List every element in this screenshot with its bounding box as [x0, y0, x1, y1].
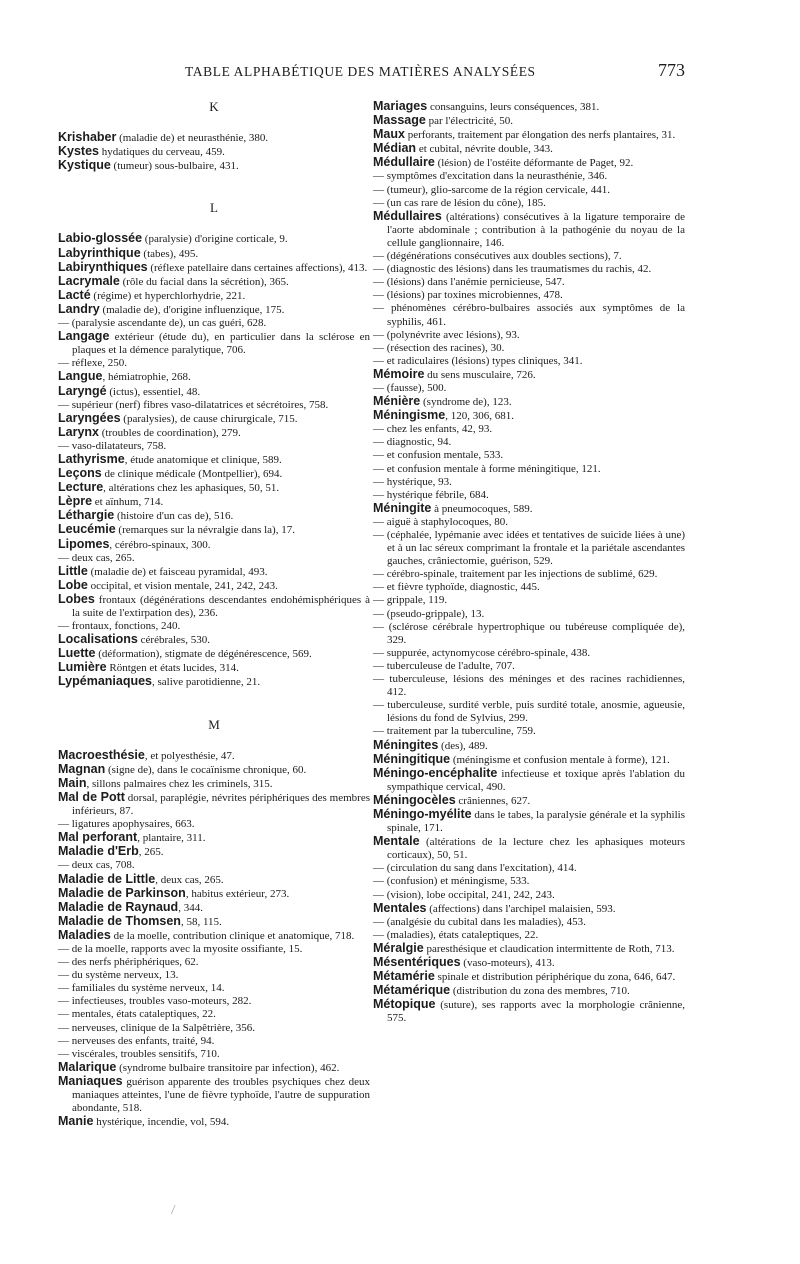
entry-text: — tuberculeuse de l'adulte, 707. [373, 659, 515, 672]
index-entry [373, 250, 685, 263]
section-m-continued-entries [373, 100, 685, 1025]
entry-headword: Lumière [58, 660, 107, 675]
section-letter-l: L [210, 200, 218, 216]
section-letter-m: M [208, 716, 220, 732]
index-entry [373, 835, 685, 862]
entry-text: (méningisme et confusion mentale à forme), 121. [450, 753, 670, 766]
index-entry [58, 159, 370, 173]
entry-text: crâniennes, 627. [455, 794, 531, 807]
entry-text: — (vision), lobe occipital, 241, 242, 243. [373, 888, 555, 901]
entry-headword: Maniaques [58, 1073, 123, 1088]
entry-text: — tuberculeuse, lésions des méninges et des racines rachidiennes, 412. [373, 673, 685, 699]
entry-headword: Lacté [58, 287, 91, 302]
entry-headword: Méningite [373, 500, 432, 515]
entry-headword: Localisations [58, 632, 138, 647]
entry-text: — (maladies), états cataleptiques, 22. [373, 928, 539, 941]
entry-headword: Maux [373, 127, 405, 142]
entry-text: de clinique médicale (Montpellier), 694. [101, 468, 283, 481]
index-entry [373, 529, 685, 568]
index-entry [373, 263, 685, 276]
index-entry [373, 210, 685, 250]
index-entry [373, 581, 685, 594]
index-entry [373, 902, 685, 916]
index-entry [58, 370, 370, 384]
entry-headword: Lèpre [58, 494, 93, 509]
entry-headword: Langage [58, 329, 110, 344]
left-column [58, 100, 370, 1129]
index-entry [373, 395, 685, 409]
entry-text: (distribution du zona des membres, 710. [450, 985, 630, 998]
entry-text: cérébrales, 530. [137, 634, 210, 647]
index-entry [58, 831, 370, 845]
index-entry [373, 699, 685, 725]
entry-headword: Mentales [373, 900, 427, 915]
index-entry [58, 1035, 370, 1048]
index-entry [58, 261, 370, 275]
entry-text: — (lésions) par toxines microbiennes, 478. [373, 289, 563, 302]
index-entry [58, 412, 370, 426]
entry-text: — cérébro-spinale, traitement par les injections de sublimé, 629. [373, 568, 658, 581]
entry-headword: Mal de Pott [58, 789, 125, 804]
index-entry [58, 633, 370, 647]
entry-headword: Médian [373, 141, 417, 156]
entry-text: — (lésions) dans l'anémie pernicieuse, 547. [373, 276, 565, 289]
entry-text: infectieuse et toxique après l'ablation du sympathique cervical, 490. [387, 767, 685, 793]
index-entry [58, 467, 370, 481]
entry-text: et aïnhum, 714. [92, 496, 164, 509]
entry-text: , 120, 306, 681. [445, 410, 514, 423]
entry-headword: Métopique [373, 997, 436, 1012]
index-entry [373, 862, 685, 875]
index-entry [58, 1008, 370, 1021]
index-entry [58, 956, 370, 969]
entry-text: — hystérique, 93. [373, 475, 452, 488]
entry-text: — deux cas, 708. [58, 859, 135, 872]
entry-text: — (circulation du sang dans l'excitation), 414. [373, 862, 577, 875]
entry-text: du sens musculaire, 726. [424, 368, 536, 381]
entry-headword: Médullaire [373, 155, 435, 170]
entry-text: — nerveuses, clinique de la Salpêtrière, 356. [58, 1021, 256, 1034]
entry-text: — (tumeur), glio-sarcome de la région cervicale, 441. [373, 183, 611, 196]
index-entry [58, 145, 370, 159]
entry-text: — (confusion) et méningisme, 533. [373, 875, 530, 888]
entry-text: — (diagnostic des lésions) dans les traumatismes du rachis, 42. [373, 263, 652, 276]
index-entry [58, 593, 370, 620]
index-entry [58, 1075, 370, 1115]
entry-headword: Luette [58, 646, 96, 661]
entry-headword: Méningocèles [373, 792, 456, 807]
entry-headword: Labirynthiques [58, 259, 148, 274]
entry-text: (signe de), dans le cocaïnisme chronique, 60. [105, 763, 307, 776]
entry-headword: Laryngées [58, 410, 121, 425]
entry-text: — (sclérose cérébrale hypertrophique ou tubéreuse compliquée de), 329. [373, 620, 685, 646]
entry-headword: Labio-glossée [58, 231, 143, 246]
entry-text: — et confusion mentale, 533. [373, 449, 504, 462]
entry-text: (lésion) de l'ostéite déformante de Paget, 92. [434, 157, 634, 170]
entry-text: — deux cas, 265. [58, 551, 135, 564]
index-entry [58, 330, 370, 357]
index-entry [373, 128, 685, 142]
index-entry [58, 495, 370, 509]
entry-headword: Méningites [373, 737, 439, 752]
entry-text: par l'électricité, 50. [425, 115, 514, 128]
index-entry [373, 875, 685, 888]
index-entry [373, 170, 685, 183]
index-entry [58, 357, 370, 370]
entry-headword: Main [58, 775, 87, 790]
section-l-entries [58, 232, 370, 689]
entry-text: — (fausse), 500. [373, 381, 447, 394]
entry-text: — mentales, états cataleptiques, 22. [58, 1008, 216, 1021]
index-entry [373, 673, 685, 699]
index-entry [373, 594, 685, 607]
entry-text: — hystérique fébrile, 684. [373, 488, 489, 501]
entry-text: et cubital, névrite double, 343. [416, 143, 553, 156]
index-entry [373, 184, 685, 197]
running-title: TABLE ALPHABÉTIQUE DES MATIÈRES ANALYSÉES [185, 64, 536, 79]
index-entry [58, 873, 370, 887]
index-entry [373, 568, 685, 581]
entry-text: — (paralysie ascendante de), un cas guéri, 628. [58, 317, 267, 330]
entry-text: , deux cas, 265. [155, 873, 224, 886]
entry-text: , sillons palmaires chez les criminels, 315. [86, 777, 273, 790]
index-entry [373, 114, 685, 128]
entry-headword: Mentale [373, 834, 420, 849]
entry-text: , et polyesthésie, 47. [144, 749, 235, 762]
entry-text: (réflexe patellaire dans certaines affections), 413. [147, 261, 368, 274]
index-entry [58, 1061, 370, 1075]
index-entry [373, 342, 685, 355]
entry-headword: Massage [373, 113, 426, 128]
index-entry [373, 476, 685, 489]
entry-headword: Langue [58, 369, 103, 384]
entry-text: — supérieur (nerf) fibres vaso-dilatatrices et sécrétoires, 758. [58, 398, 329, 411]
index-entry [373, 156, 685, 170]
entry-text: , habitus extérieur, 273. [185, 887, 290, 900]
entry-headword: Leucémie [58, 522, 116, 537]
index-entry [373, 449, 685, 462]
entry-text: , plantaire, 311. [137, 832, 206, 845]
entry-headword: Lobe [58, 577, 88, 592]
scan-mark: ⟋ [168, 1204, 179, 1217]
index-entry [58, 995, 370, 1008]
entry-headword: Métamérique [373, 983, 451, 998]
entry-text: dorsal, paraplégie, névrites périphériques des membres inférieurs, 87. [72, 791, 371, 818]
index-entry [373, 998, 685, 1025]
index-entry [58, 538, 370, 552]
index-entry [58, 385, 370, 399]
entry-text: — et confusion mentale à forme méningitique, 121. [373, 462, 601, 475]
entry-text: consanguins, leurs conséquences, 381. [427, 101, 600, 113]
entry-headword: Méningisme [373, 408, 446, 423]
entry-headword: Maladies [58, 927, 111, 942]
entry-headword: Lypémaniaques [58, 674, 153, 689]
entry-text: (histoire d'un cas de), 516. [114, 510, 234, 523]
entry-text: — (céphalée, lypémanie avec idées et tentatives de suicide liées à une) et à un lac séreux comprimant la frontale et la pariétale ascendantes gauches, crâniectomie, guérison, 529. [373, 529, 685, 568]
index-entry [58, 579, 370, 593]
entry-headword: Magnan [58, 761, 106, 776]
entry-text: , hémiatrophie, 268. [102, 371, 191, 384]
entry-headword: Maladie de Thomsen [58, 913, 181, 928]
index-entry [58, 552, 370, 565]
index-entry [58, 453, 370, 467]
index-entry [58, 1115, 370, 1129]
entry-text: , 265. [138, 846, 164, 859]
entry-text: (ictus), essentiel, 48. [106, 385, 201, 398]
index-entry [373, 302, 685, 328]
entry-text: (tabes), 495. [140, 247, 199, 260]
index-entry [58, 887, 370, 901]
index-entry [58, 647, 370, 661]
entry-text: (paralysies), de cause chirurgicale, 715. [120, 412, 298, 425]
entry-text: (régime) et hyperchlorhydrie, 221. [90, 289, 246, 302]
entry-text: (remarques sur la névralgie dans la), 17. [115, 524, 295, 537]
index-entry [373, 463, 685, 476]
right-column [373, 100, 685, 1025]
index-entry [373, 100, 685, 114]
entry-text: — (polynévrite avec lésions), 93. [373, 328, 520, 341]
entry-headword: Macroesthésie [58, 747, 145, 762]
entry-text: (suture), ses rapports avec la morphologie crânienne, 575. [387, 999, 685, 1025]
entry-text: (des), 489. [438, 739, 488, 752]
entry-text: — du système nerveux, 13. [58, 969, 179, 982]
entry-text: guérison apparente des troubles psychiques chez deux maniaques atteintes, l'une de fièvre typhoïde, l'autre de suppuration abondante, 518. [72, 1075, 370, 1115]
entry-text: — vaso-dilatateurs, 758. [58, 439, 167, 452]
entry-text: — et radiculaires (lésions) types cliniques, 341. [373, 354, 583, 367]
entry-text: Röntgen et états lucides, 314. [106, 662, 239, 675]
entry-text: spinale et distribution périphérique du zona, 646, 647. [434, 971, 676, 984]
entry-text: — (analgésie du cubital dans les maladies), 453. [373, 915, 586, 928]
entry-text: hydatiques du cerveau, 459. [99, 146, 225, 159]
entry-text: , salive parotidienne, 21. [152, 676, 261, 689]
entry-text: , altérations chez les aphasiques, 50, 51. [103, 482, 280, 495]
index-entry [58, 303, 370, 317]
index-entry [373, 753, 685, 767]
entry-text: — chez les enfants, 42, 93. [373, 423, 493, 436]
index-entry [58, 943, 370, 956]
index-entry [58, 915, 370, 929]
entry-text: (maladie de) et faisceau pyramidal, 493. [87, 565, 268, 578]
entry-text: , cérébro-spinaux, 300. [109, 538, 211, 551]
entry-headword: Léthargie [58, 508, 115, 523]
entry-headword: Lipomes [58, 536, 110, 551]
entry-text: — viscérales, troubles sensitifs, 710. [58, 1047, 220, 1060]
entry-text: — (résection des racines), 30. [373, 341, 505, 354]
entry-headword: Méningo-encéphalite [373, 765, 498, 780]
entry-text: — phénomènes cérébro-bulbaires associés aux symptômes de la syphilis, 461. [373, 302, 685, 328]
entry-headword: Maladie de Raynaud [58, 899, 179, 914]
entry-headword: Lobes [58, 591, 95, 606]
index-entry [373, 368, 685, 382]
entry-text: perforants, traitement par élongation des nerfs plantaires, 31. [404, 129, 676, 142]
index-entry [58, 675, 370, 689]
entry-headword: Méningitique [373, 751, 451, 766]
index-entry [58, 982, 370, 995]
page-header [55, 62, 685, 82]
entry-text: , 58, 115. [180, 915, 222, 928]
index-entry [373, 436, 685, 449]
entry-text: à pneumocoques, 589. [431, 502, 533, 515]
entry-text: — frontaux, fonctions, 240. [58, 620, 181, 633]
index-entry [373, 794, 685, 808]
index-entry [58, 565, 370, 579]
entry-text: (affections) dans l'archipel malaisien, 593. [426, 902, 616, 915]
entry-headword: Kystes [58, 144, 99, 159]
entry-text: — (pseudo-grippale), 13. [373, 607, 485, 620]
entry-text: — (un cas rare de lésion du cône), 185. [373, 196, 546, 209]
entry-text: (tumeur) sous-bulbaire, 431. [110, 160, 239, 173]
entry-text: — grippale, 119. [373, 594, 448, 607]
entry-headword: Kystique [58, 158, 111, 173]
entry-text: (troubles de coordination), 279. [99, 426, 241, 439]
index-entry [58, 763, 370, 777]
entry-text: , étude anatomique et clinique, 589. [124, 453, 282, 466]
entry-text: — et fièvre typhoïde, diagnostic, 445. [373, 581, 540, 594]
entry-text: — ligatures apophysaires, 663. [58, 818, 195, 831]
entry-text: (maladie de) et neurasthénie, 380. [116, 132, 269, 145]
index-entry [373, 956, 685, 970]
entry-text: — (dégénérations consécutives aux doubles sections), 7. [373, 250, 622, 263]
entry-headword: Lathyrisme [58, 451, 125, 466]
index-entry [58, 901, 370, 915]
entry-headword: Krishaber [58, 130, 117, 145]
entry-headword: Larynx [58, 424, 99, 439]
entry-headword: Malarique [58, 1059, 117, 1074]
index-entry [58, 749, 370, 763]
index-entry [373, 142, 685, 156]
entry-text: — tuberculeuse, surdité verble, puis surdité totale, anosmie, agueusie, lésions du fond de Sylvius, 299. [373, 699, 685, 725]
index-entry [373, 660, 685, 673]
entry-text: — de la moelle, rapports avec la myosite ossifiante, 15. [58, 942, 303, 955]
index-entry [373, 329, 685, 342]
index-entry [373, 970, 685, 984]
entry-text: — réflexe, 250. [58, 357, 128, 370]
entry-text: dans le tabes, la paralysie générale et la syphilis spinale, 171. [387, 808, 685, 835]
entry-text: (altérations de la lecture chez les aphasiques moteurs corticaux), 50, 51. [387, 836, 685, 862]
index-entry [373, 276, 685, 289]
entry-headword: Manie [58, 1114, 94, 1129]
entry-text: — diagnostic, 94. [373, 436, 452, 449]
entry-headword: Maladie d'Erb [58, 844, 139, 859]
entry-headword: Médullaires [373, 208, 442, 223]
entry-text: — des nerfs phériphériques, 62. [58, 956, 199, 969]
index-entry [58, 791, 370, 818]
entry-headword: Little [58, 563, 88, 578]
entry-text: (syndrome de), 123. [420, 396, 512, 409]
index-entry [58, 929, 370, 943]
index-entry [58, 275, 370, 289]
entry-text: — nerveuses des enfants, traité, 94. [58, 1034, 215, 1047]
entry-text: — aiguë à staphylocoques, 80. [373, 515, 509, 528]
entry-text: , 344. [178, 901, 203, 914]
entry-headword: Mésentériques [373, 955, 461, 969]
entry-headword: Mariages [373, 99, 428, 113]
entry-text: paresthésique et claudication intermittente de Roth, 713. [423, 942, 675, 955]
index-entry [373, 621, 685, 647]
index-entry [58, 969, 370, 982]
index-entry [373, 739, 685, 753]
entry-headword: Leçons [58, 466, 102, 481]
entry-text: de la moelle, contribution clinique et anatomique, 718. [110, 929, 355, 942]
index-entry [373, 502, 685, 516]
index-entry [373, 516, 685, 529]
entry-headword: Métamérie [373, 969, 435, 984]
entry-headword: Maladie de Parkinson [58, 885, 186, 900]
index-entry [58, 1022, 370, 1035]
index-entry [58, 777, 370, 791]
index-entry [373, 289, 685, 302]
index-entry [373, 984, 685, 998]
entry-text: frontaux (dégénérations descendantes endohémisphériques à la suite de l'extirpation des), 236. [72, 593, 370, 619]
index-entry [373, 608, 685, 621]
entry-text: — suppurée, actynomycose cérébro-spinale, 438. [373, 646, 591, 659]
entry-text: — traitement par la tuberculine, 759. [373, 725, 536, 738]
index-entry [58, 509, 370, 523]
index-entry [373, 942, 685, 956]
page-number: 773 [658, 60, 685, 80]
index-entry [58, 426, 370, 440]
index-entry [58, 481, 370, 495]
entry-text: — familiales du système nerveux, 14. [58, 982, 225, 995]
entry-headword: Ménière [373, 394, 421, 409]
entry-text: (syndrome bulbaire transitoire par infection), 462. [116, 1061, 340, 1074]
index-entry [58, 661, 370, 675]
index-entry [373, 767, 685, 794]
entry-headword: Landry [58, 301, 100, 316]
index-entry [58, 232, 370, 246]
entry-text: (vaso-moteurs), 413. [460, 957, 555, 969]
entry-headword: Laryngé [58, 383, 107, 398]
section-letter-k: K [209, 99, 219, 114]
index-entry [373, 647, 685, 660]
index-entry [58, 247, 370, 261]
entry-headword: Mal perforant [58, 830, 138, 845]
entry-text: occipital, et vision mentale, 241, 242, 243. [87, 579, 278, 592]
index-entry [373, 808, 685, 835]
entry-text: (paralysie) d'origine corticale, 9. [142, 233, 288, 246]
entry-headword: Maladie de Little [58, 871, 156, 886]
index-entry [58, 523, 370, 537]
entry-text: (déformation), stigmate de dégénérescence, 569. [95, 648, 312, 661]
section-k-entries [58, 131, 370, 173]
entry-headword: Labyrinthique [58, 245, 141, 260]
entry-headword: Lacrymale [58, 273, 120, 288]
index-entry [373, 916, 685, 929]
entry-text: (altérations) consécutives à la ligature temporaire de l'aorte abdominale ; contribution à la pathogénie du noyau de la cellule ganglionnaire, 146. [387, 210, 685, 249]
section-m-entries [58, 749, 370, 1130]
entry-text: — symptômes d'excitation dans la neurasthénie, 346. [373, 170, 608, 183]
entry-headword: Lecture [58, 480, 104, 495]
index-entry [58, 131, 370, 145]
entry-text: (rôle du facial dans la sécrétion), 365. [119, 275, 289, 288]
entry-text: (maladie de), d'origine influenzique, 175. [99, 303, 285, 316]
index-entry [373, 423, 685, 436]
index-entry [58, 845, 370, 859]
entry-text: extérieur (étude du), en particulier dans la sclérose en plaques et la démence paralytique, 706. [72, 331, 370, 357]
index-entry [58, 289, 370, 303]
entry-text: — infectieuses, troubles vaso-moteurs, 282. [58, 995, 252, 1008]
entry-headword: Mémoire [373, 366, 425, 381]
index-entry [373, 409, 685, 423]
entry-headword: Méningo-myélite [373, 806, 472, 821]
entry-text: hystérique, incendie, vol, 594. [93, 1116, 230, 1129]
entry-headword: Méralgie [373, 940, 424, 955]
